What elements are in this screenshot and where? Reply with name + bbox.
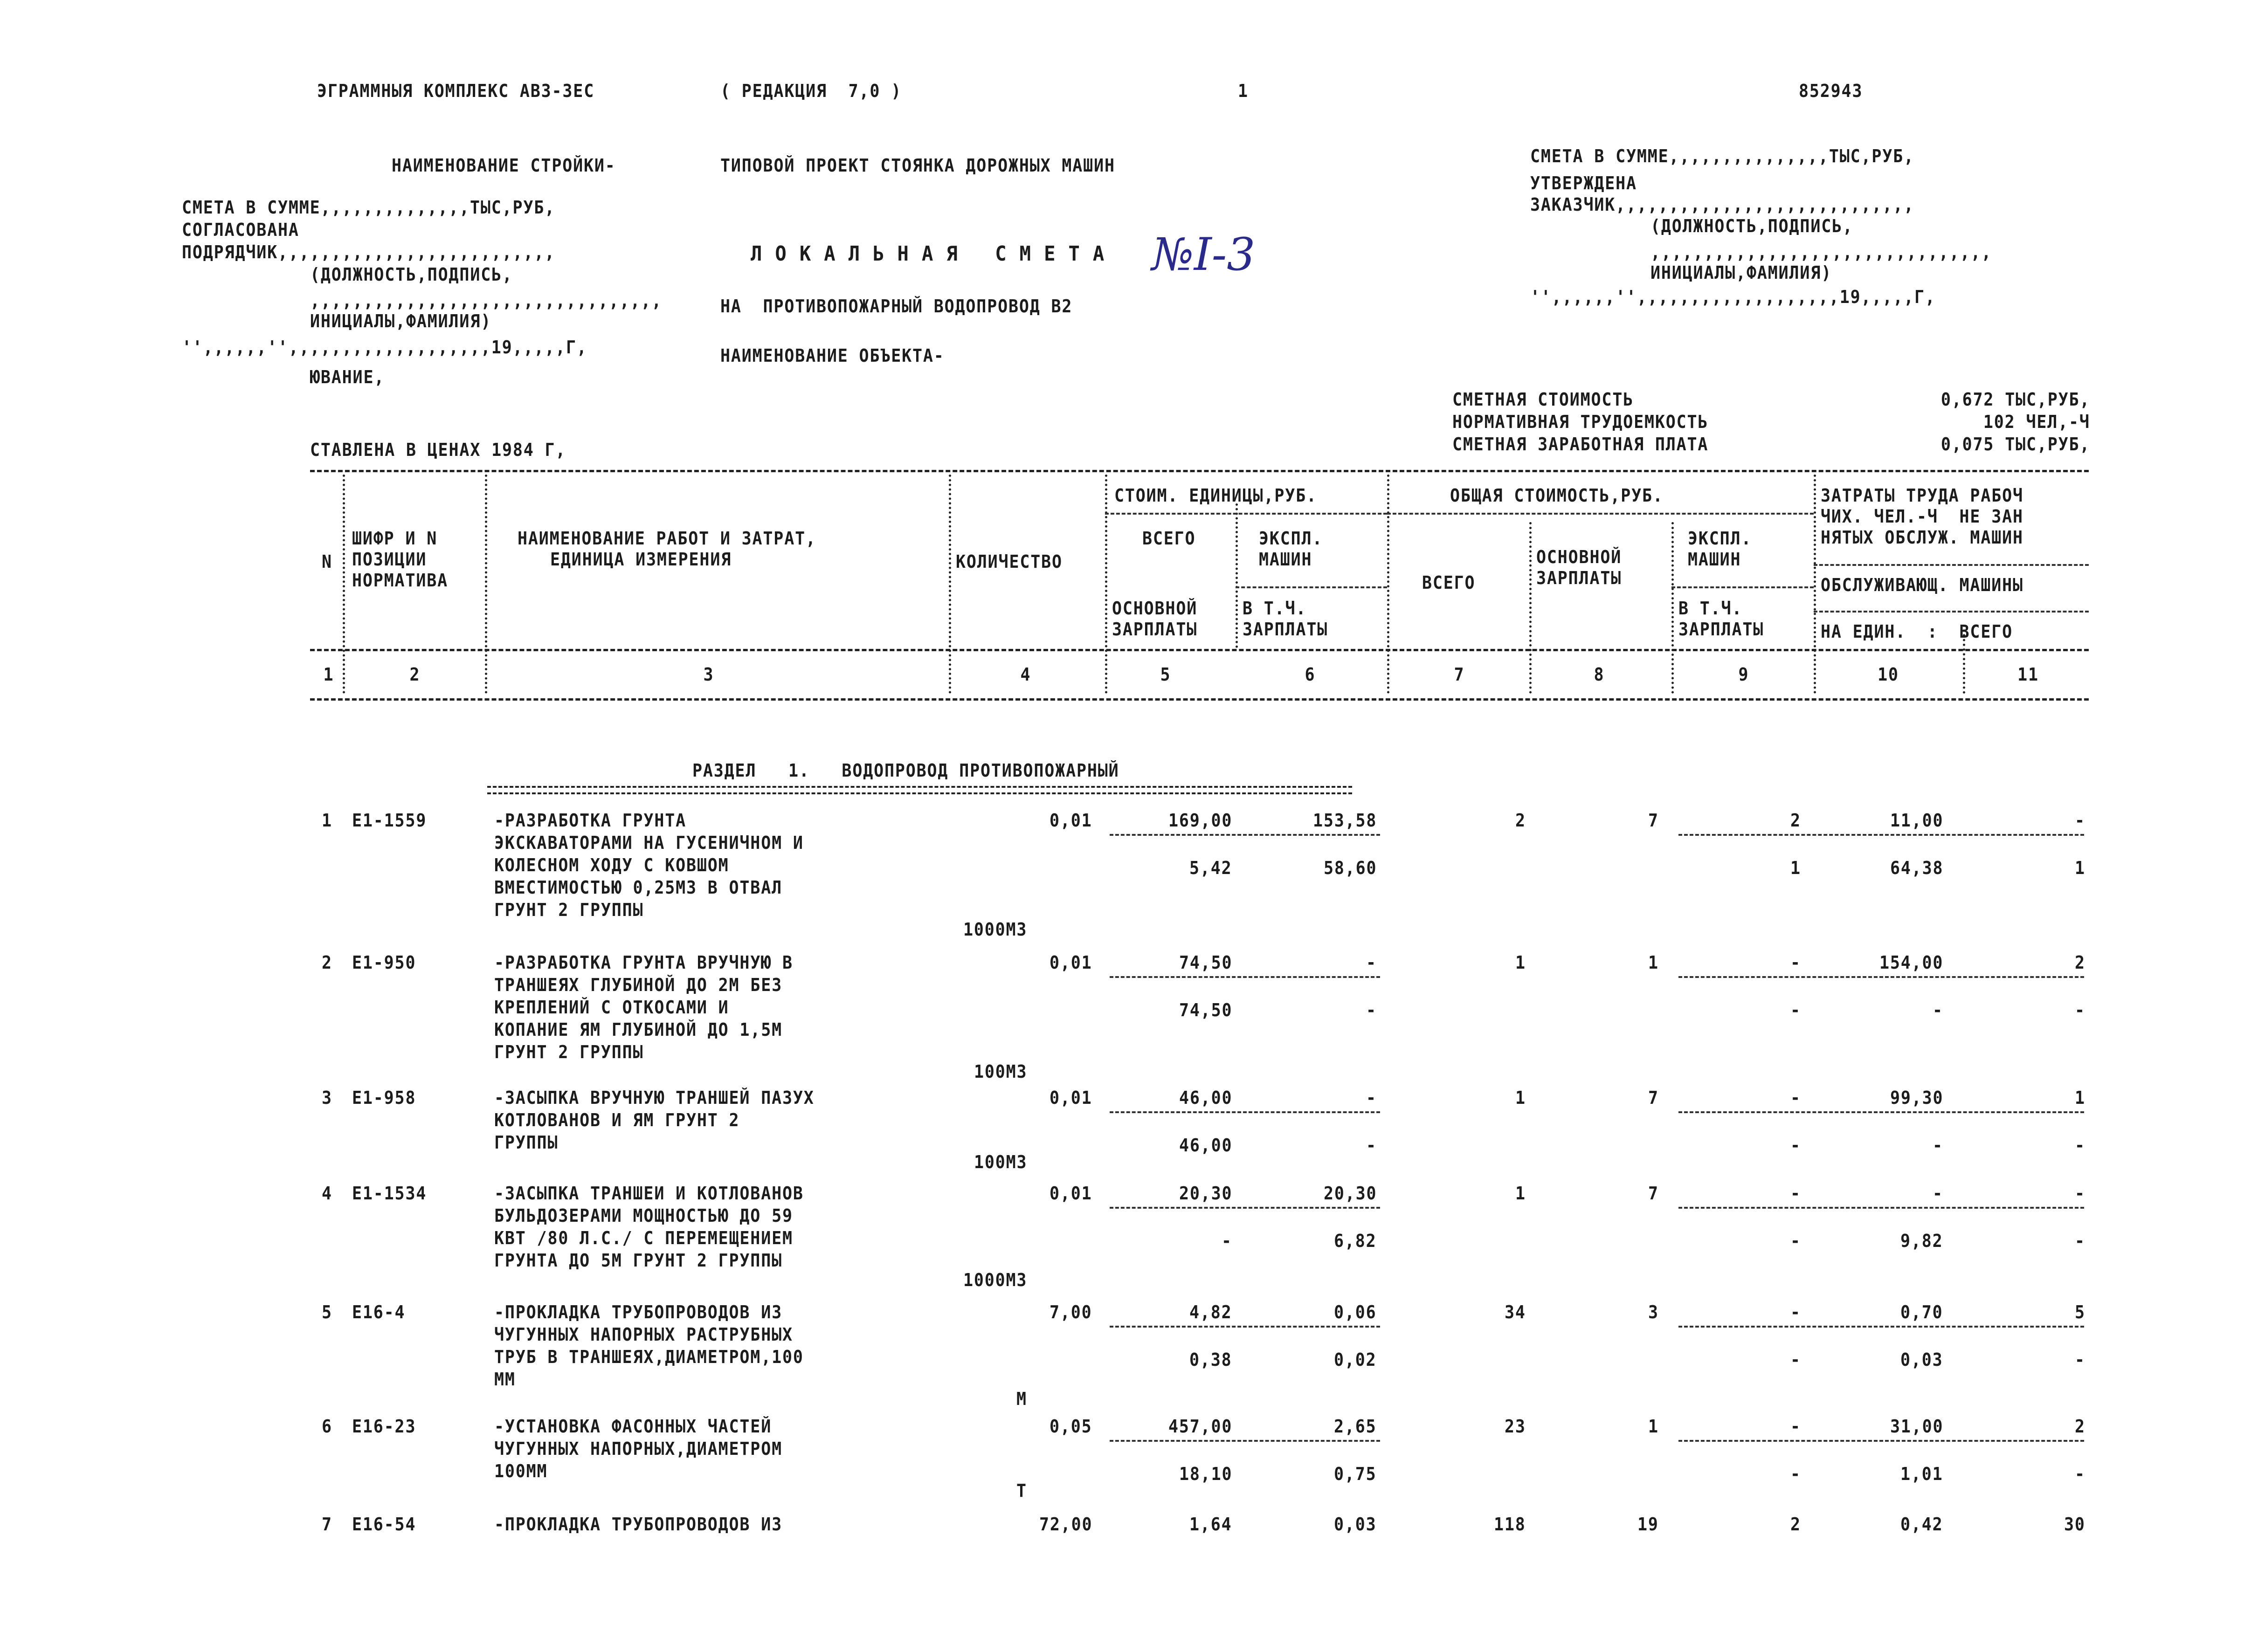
row-labor-unit-2: 9,82 [1900, 1231, 1943, 1251]
subheader-rule [1105, 513, 1387, 515]
row-total: 1 [1515, 952, 1526, 973]
handwritten-estimate-number: №I-3 [1152, 228, 1256, 281]
row-description-line: ММ [494, 1369, 516, 1390]
prices-year: СТАВЛЕНА В ЦЕНАХ 1984 Г, [310, 440, 566, 460]
col-divider [343, 475, 345, 694]
hdr-labor-1: ЗАТРАТЫ ТРУДА РАБОЧ [1821, 485, 2023, 506]
row-unit-basic-wages: 0,38 [1189, 1349, 1232, 1370]
row-unit-total: 46,00 [1179, 1088, 1232, 1108]
row-unit: 1000М3 [963, 919, 1027, 940]
row-basic-wages: 7 [1648, 810, 1659, 831]
hdr-unit-mach-1: ЭКСПЛ. [1259, 528, 1323, 549]
row-incl-wages: - [1790, 1231, 1801, 1251]
row-unit: 100М3 [974, 1152, 1027, 1172]
row-labor-unit: 0,70 [1900, 1302, 1943, 1322]
row-unit-machines: 0,03 [1334, 1514, 1377, 1535]
row-unit-basic-wages: 18,10 [1179, 1464, 1232, 1484]
row-description-line: КВТ /80 Л.С./ С ПЕРЕМЕЩЕНИЕМ [494, 1228, 793, 1248]
construction-value: ТИПОВОЙ ПРОЕКТ СТОЯНКА ДОРОЖНЫХ МАШИН [720, 155, 1115, 176]
col-divider [949, 475, 951, 694]
table-number-rule [310, 698, 2089, 701]
hdr-n: N [322, 551, 332, 572]
row-labor-total-2: - [2075, 1349, 2085, 1370]
row-subrule [1678, 1111, 2084, 1113]
row-number: 5 [322, 1302, 332, 1322]
row-description-line: ГРУНТА ДО 5М ГРУНТ 2 ГРУППЫ [494, 1250, 782, 1271]
row-unit-incl-wages: 0,02 [1334, 1349, 1377, 1370]
row-description-line: -ПРОКЛАДКА ТРУБОПРОВОДОВ ИЗ [494, 1302, 782, 1322]
row-description-line: -ЗАСЫПКА ТРАНШЕИ И КОТЛОВАНОВ [494, 1183, 804, 1204]
row-number: 7 [322, 1514, 332, 1535]
row-description-line: ЭКСКАВАТОРАМИ НА ГУСЕНИЧНОМ И [494, 833, 804, 853]
row-subrule [1678, 834, 2084, 836]
row-unit-machines: - [1366, 952, 1377, 973]
right-dots: ,,,,,,,,,,,,,,,,,,,,,,,,,,,,,,,, [1650, 242, 1992, 262]
row-unit-machines: 0,06 [1334, 1302, 1377, 1322]
col-divider [1671, 522, 1674, 694]
row-subrule [1678, 1207, 2084, 1209]
row-machines: - [1790, 952, 1801, 973]
row-labor-total-2: - [2075, 1464, 2085, 1484]
row-number: 6 [322, 1416, 332, 1437]
left-contractor: ПОДРЯДЧИК,,,,,,,,,,,,,,,,,,,,,,,,,, [182, 242, 556, 262]
row-unit-incl-wages: - [1366, 1000, 1377, 1020]
row-code: Е1-1559 [352, 810, 427, 831]
row-number: 4 [322, 1183, 332, 1204]
row-machines: 2 [1790, 1514, 1801, 1535]
section-title: РАЗДЕЛ 1. ВОДОПРОВОД ПРОТИВОПОЖАРНЫЙ [692, 760, 1119, 781]
hdr-code-3: НОРМАТИВА [352, 570, 448, 591]
row-basic-wages: 19 [1637, 1514, 1659, 1535]
row-unit-basic-wages: 5,42 [1189, 858, 1232, 878]
hdr-incl-wages: ЗАРПЛАТЫ [1678, 619, 1764, 640]
row-incl-wages: - [1790, 1349, 1801, 1370]
row-code: Е16-54 [352, 1514, 416, 1535]
document-title: Л О К А Л Ь Н А Я С М Е Т А [751, 242, 1105, 266]
cost-value: 0,672 ТЫС,РУБ, [1940, 389, 2090, 410]
hdr-mach-1: ЭКСПЛ. [1688, 528, 1752, 549]
hdr-unit-incl: В Т.Ч. [1243, 598, 1307, 619]
row-unit-incl-wages: 58,60 [1323, 858, 1377, 878]
row-description-line: -РАЗРАБОТКА ГРУНТА ВРУЧНУЮ В [494, 952, 793, 973]
row-labor-unit: 31,00 [1890, 1416, 1943, 1437]
hdr-unit-incl-wages: ЗАРПЛАТЫ [1243, 619, 1328, 640]
row-description-line: ГРУНТ 2 ГРУППЫ [494, 900, 644, 920]
section-underline [487, 786, 1352, 794]
row-total: 1 [1515, 1183, 1526, 1204]
row-description-line: ЧУГУННЫХ НАПОРНЫХ РАСТРУБНЫХ [494, 1324, 793, 1345]
table-header-rule [310, 649, 2089, 651]
row-description-line: КРЕПЛЕНИЙ С ОТКОСАМИ И [494, 997, 729, 1018]
row-labor-unit: 11,00 [1890, 810, 1943, 831]
hdr-unit-mach-2: МАШИН [1259, 549, 1312, 570]
row-description-line: ТРАНШЕЯХ ГЛУБИНОЙ ДО 2М БЕЗ [494, 975, 782, 995]
row-labor-unit-2: 64,38 [1890, 858, 1943, 878]
row-incl-wages: - [1790, 1135, 1801, 1156]
hdr-total-cost: ОБЩАЯ СТОИМОСТЬ,РУБ. [1450, 485, 1664, 506]
left-estimate-sum: СМЕТА В СУММЕ,,,,,,,,,,,,,,ТЫС,РУБ, [182, 197, 556, 218]
row-labor-total: - [2075, 1183, 2085, 1204]
col-num-2: 2 [409, 664, 421, 685]
row-labor-unit: - [1933, 1183, 1943, 1204]
row-code: Е16-4 [352, 1302, 406, 1322]
row-quantity: 0,01 [1050, 952, 1092, 973]
row-total: 1 [1515, 1088, 1526, 1108]
col-num-4: 4 [1020, 664, 1031, 685]
row-machines: - [1790, 1183, 1801, 1204]
hdr-labor-3: НЯТЫХ ОБСЛУЖ. МАШИН [1821, 527, 2023, 548]
subheader-rule [1814, 564, 2089, 566]
left-basis: ЮВАНИЕ, [310, 367, 385, 387]
right-customer: ЗАКАЗЧИК,,,,,,,,,,,,,,,,,,,,,,,,,,,, [1530, 194, 1914, 215]
hdr-code-1: ШИФР И N [352, 528, 438, 549]
row-labor-unit: 154,00 [1879, 952, 1943, 973]
hdr-quantity: КОЛИЧЕСТВО [956, 551, 1063, 572]
row-labor-total: 2 [2075, 952, 2085, 973]
hdr-unit-wages: ЗАРПЛАТЫ [1112, 619, 1198, 640]
row-description-line: БУЛЬДОЗЕРАМИ МОЩНОСТЬЮ ДО 59 [494, 1205, 793, 1226]
row-machines: 2 [1790, 810, 1801, 831]
row-unit: 1000М3 [963, 1270, 1027, 1290]
row-total: 2 [1515, 810, 1526, 831]
left-position-signature: (ДОЛЖНОСТЬ,ПОДПИСЬ, [310, 264, 513, 285]
row-unit-total: 74,50 [1179, 952, 1232, 973]
col-divider [1814, 475, 1816, 694]
row-unit-machines: 153,58 [1312, 810, 1377, 831]
row-unit-machines: 2,65 [1334, 1416, 1377, 1437]
row-unit: 100М3 [974, 1061, 1027, 1082]
wage-value: 0,075 ТЫС,РУБ, [1940, 434, 2090, 454]
row-number: 1 [322, 810, 332, 831]
row-labor-unit-2: 1,01 [1900, 1464, 1943, 1484]
row-description-line: -ПРОКЛАДКА ТРУБОПРОВОДОВ ИЗ [494, 1514, 782, 1535]
right-date: '',,,,,,'',,,,,,,,,,,,,,,,,,,19,,,,,Г, [1530, 287, 1936, 307]
left-dots: ,,,,,,,,,,,,,,,,,,,,,,,,,,,,,,,,, [310, 290, 663, 311]
row-description-line: -УСТАНОВКА ФАСОННЫХ ЧАСТЕЙ [494, 1416, 772, 1437]
row-subrule [1678, 1326, 2084, 1328]
hdr-mach-2: МАШИН [1688, 549, 1741, 570]
col-divider [485, 475, 487, 694]
row-unit-machines: - [1366, 1088, 1377, 1108]
row-quantity: 0,01 [1050, 1183, 1092, 1204]
row-subrule [1110, 834, 1380, 836]
row-description-line: КОПАНИЕ ЯМ ГЛУБИНОЙ ДО 1,5М [494, 1019, 782, 1040]
subheader-rule [1671, 586, 1814, 588]
row-incl-wages: - [1790, 1000, 1801, 1020]
row-unit-machines: 20,30 [1323, 1183, 1377, 1204]
row-quantity: 0,01 [1050, 1088, 1092, 1108]
labor-value: 102 ЧЕЛ,-Ч [1983, 412, 2090, 432]
hdr-name-1: НАИМЕНОВАНИЕ РАБОТ И ЗАТРАТ, [518, 528, 816, 549]
row-description-line: -ЗАСЫПКА ВРУЧНУЮ ТРАНШЕЙ ПАЗУХ [494, 1088, 815, 1108]
col-num-1: 1 [323, 664, 334, 685]
row-labor-unit: 99,30 [1890, 1088, 1943, 1108]
hdr-unit-cost: СТОИМ. ЕДИНИЦЫ,РУБ. [1114, 485, 1317, 506]
row-description-line: КОЛЕСНОМ ХОДУ С КОВШОМ [494, 855, 729, 875]
row-unit-incl-wages: - [1366, 1135, 1377, 1156]
cost-label: СМЕТНАЯ СТОИМОСТЬ [1452, 389, 1634, 410]
row-unit: Т [1016, 1480, 1027, 1501]
row-unit-basic-wages: - [1222, 1231, 1232, 1251]
row-code: Е1-950 [352, 952, 416, 973]
object-label: НАИМЕНОВАНИЕ ОБЪЕКТА- [720, 345, 945, 366]
col-num-10: 10 [1878, 664, 1899, 685]
row-description-line: ВМЕСТИМОСТЬЮ 0,25М3 В ОТВАЛ [494, 877, 782, 898]
col-divider [1387, 475, 1389, 694]
row-total: 34 [1505, 1302, 1526, 1322]
col-num-11: 11 [2017, 664, 2039, 685]
row-code: Е1-958 [352, 1088, 416, 1108]
row-subrule [1110, 1326, 1380, 1328]
row-incl-wages: - [1790, 1464, 1801, 1484]
row-labor-total-2: - [2075, 1231, 2085, 1251]
row-labor-total-2: - [2075, 1000, 2085, 1020]
row-total: 118 [1494, 1514, 1526, 1535]
estimate-subject: НА ПРОТИВОПОЖАРНЫЙ ВОДОПРОВОД В2 [720, 296, 1073, 317]
row-labor-total: 30 [2064, 1514, 2085, 1535]
row-labor-unit-2: - [1933, 1135, 1943, 1156]
edition: ( РЕДАКЦИЯ 7,0 ) [720, 81, 902, 101]
hdr-code-2: ПОЗИЦИИ [352, 549, 427, 570]
row-description-line: 100ММ [494, 1461, 548, 1481]
right-estimate-sum: СМЕТА В СУММЕ,,,,,,,,,,,,,,,ТЫС,РУБ, [1530, 146, 1914, 166]
page-number: 1 [1238, 81, 1249, 101]
row-quantity: 0,01 [1050, 810, 1092, 831]
row-code: Е1-1534 [352, 1183, 427, 1204]
col-num-6: 6 [1305, 664, 1316, 685]
row-description-line: ГРУППЫ [494, 1132, 559, 1153]
row-labor-total-2: - [2075, 1135, 2085, 1156]
subheader-rule [1236, 586, 1387, 588]
col-divider [1236, 503, 1238, 648]
left-date: '',,,,,,'',,,,,,,,,,,,,,,,,,,19,,,,,Г, [182, 337, 587, 358]
col-num-9: 9 [1738, 664, 1749, 685]
hdr-unit-basic: ОСНОВНОЙ [1112, 598, 1198, 619]
row-unit-incl-wages: 6,82 [1334, 1231, 1377, 1251]
col-divider [1105, 475, 1107, 694]
col-num-7: 7 [1454, 664, 1465, 685]
row-total: 23 [1505, 1416, 1526, 1437]
row-description-line: ГРУНТ 2 ГРУППЫ [494, 1042, 644, 1062]
row-unit-total: 169,00 [1168, 810, 1232, 831]
row-machines: - [1790, 1416, 1801, 1437]
row-machines: - [1790, 1302, 1801, 1322]
row-unit-total: 1,64 [1189, 1514, 1232, 1535]
row-description-line: -РАЗРАБОТКА ГРУНТА [494, 810, 686, 831]
row-labor-total: 1 [2075, 1088, 2085, 1108]
hdr-labor-4: ОБСЛУЖИВАЮЩ. МАШИНЫ [1821, 575, 2023, 595]
row-subrule [1110, 976, 1380, 978]
col-num-8: 8 [1594, 664, 1605, 685]
hdr-labor-2: ЧИХ. ЧЕЛ.-Ч НЕ ЗАН [1821, 506, 2023, 527]
program-name: ЭГРАММНЫЯ КОМПЛЕКС АВЗ-ЗЕС [317, 81, 595, 101]
row-incl-wages: 1 [1790, 858, 1801, 878]
row-code: Е16-23 [352, 1416, 416, 1437]
col-num-5: 5 [1160, 664, 1171, 685]
col-divider [1529, 522, 1532, 694]
row-machines: - [1790, 1088, 1801, 1108]
row-unit-basic-wages: 74,50 [1179, 1000, 1232, 1020]
row-number: 3 [322, 1088, 332, 1108]
hdr-basic-1: ОСНОВНОЙ [1536, 547, 1622, 567]
hdr-name-2: ЕДИНИЦА ИЗМЕРЕНИЯ [550, 549, 732, 570]
construction-label: НАИМЕНОВАНИЕ СТРОЙКИ- [392, 155, 616, 176]
row-labor-total: 5 [2075, 1302, 2085, 1322]
right-initials: ИНИЦИАЛЫ,ФАМИЛИЯ) [1650, 262, 1832, 283]
row-labor-total-2: 1 [2075, 858, 2085, 878]
row-subrule [1110, 1207, 1380, 1209]
right-position-signature: (ДОЛЖНОСТЬ,ПОДПИСЬ, [1650, 216, 1853, 236]
row-basic-wages: 3 [1648, 1302, 1659, 1322]
row-labor-unit-2: - [1933, 1000, 1943, 1020]
hdr-basic-2: ЗАРПЛАТЫ [1536, 568, 1622, 588]
table-top-rule [310, 470, 2089, 472]
hdr-labor-5: НА ЕДИН. : ВСЕГО [1821, 621, 2013, 642]
row-quantity: 7,00 [1050, 1302, 1092, 1322]
row-subrule [1110, 1440, 1380, 1442]
row-number: 2 [322, 952, 332, 973]
row-description-line: ТРУБ В ТРАНШЕЯХ,ДИАМЕТРОМ,100 [494, 1347, 804, 1367]
hdr-incl: В Т.Ч. [1678, 598, 1743, 619]
row-description-line: КОТЛОВАНОВ И ЯМ ГРУНТ 2 [494, 1110, 740, 1130]
col-num-3: 3 [703, 664, 714, 685]
row-basic-wages: 1 [1648, 952, 1659, 973]
row-unit-total: 457,00 [1168, 1416, 1232, 1437]
row-unit: М [1016, 1389, 1027, 1409]
left-initials: ИНИЦИАЛЫ,ФАМИЛИЯ) [310, 311, 492, 331]
row-labor-total: - [2075, 810, 2085, 831]
row-labor-unit: 0,42 [1900, 1514, 1943, 1535]
row-subrule [1110, 1111, 1380, 1113]
row-basic-wages: 7 [1648, 1088, 1659, 1108]
row-description-line: ЧУГУННЫХ НАПОРНЫХ,ДИАМЕТРОМ [494, 1439, 782, 1459]
row-labor-unit-2: 0,03 [1900, 1349, 1943, 1370]
row-basic-wages: 1 [1648, 1416, 1659, 1437]
subheader-rule [1387, 513, 1814, 515]
hdr-unit-total: ВСЕГО [1142, 528, 1196, 549]
hdr-total: ВСЕГО [1422, 572, 1476, 593]
row-quantity: 72,00 [1039, 1514, 1092, 1535]
labor-label: НОРМАТИВНАЯ ТРУДОЕМКОСТЬ [1452, 412, 1709, 432]
row-basic-wages: 7 [1648, 1183, 1659, 1204]
left-agreed: СОГЛАСОВАНА [182, 220, 299, 240]
row-quantity: 0,05 [1050, 1416, 1092, 1437]
row-subrule [1678, 976, 2084, 978]
row-unit-total: 4,82 [1189, 1302, 1232, 1322]
right-approved: УТВЕРЖДЕНА [1530, 173, 1637, 193]
row-subrule [1678, 1440, 2084, 1442]
row-unit-total: 20,30 [1179, 1183, 1232, 1204]
document-number: 852943 [1799, 81, 1863, 101]
row-unit-basic-wages: 46,00 [1179, 1135, 1232, 1156]
subheader-rule [1814, 611, 2089, 613]
row-labor-total: 2 [2075, 1416, 2085, 1437]
wage-label: СМЕТНАЯ ЗАРАБОТНАЯ ПЛАТА [1452, 434, 1709, 454]
row-unit-incl-wages: 0,75 [1334, 1464, 1377, 1484]
